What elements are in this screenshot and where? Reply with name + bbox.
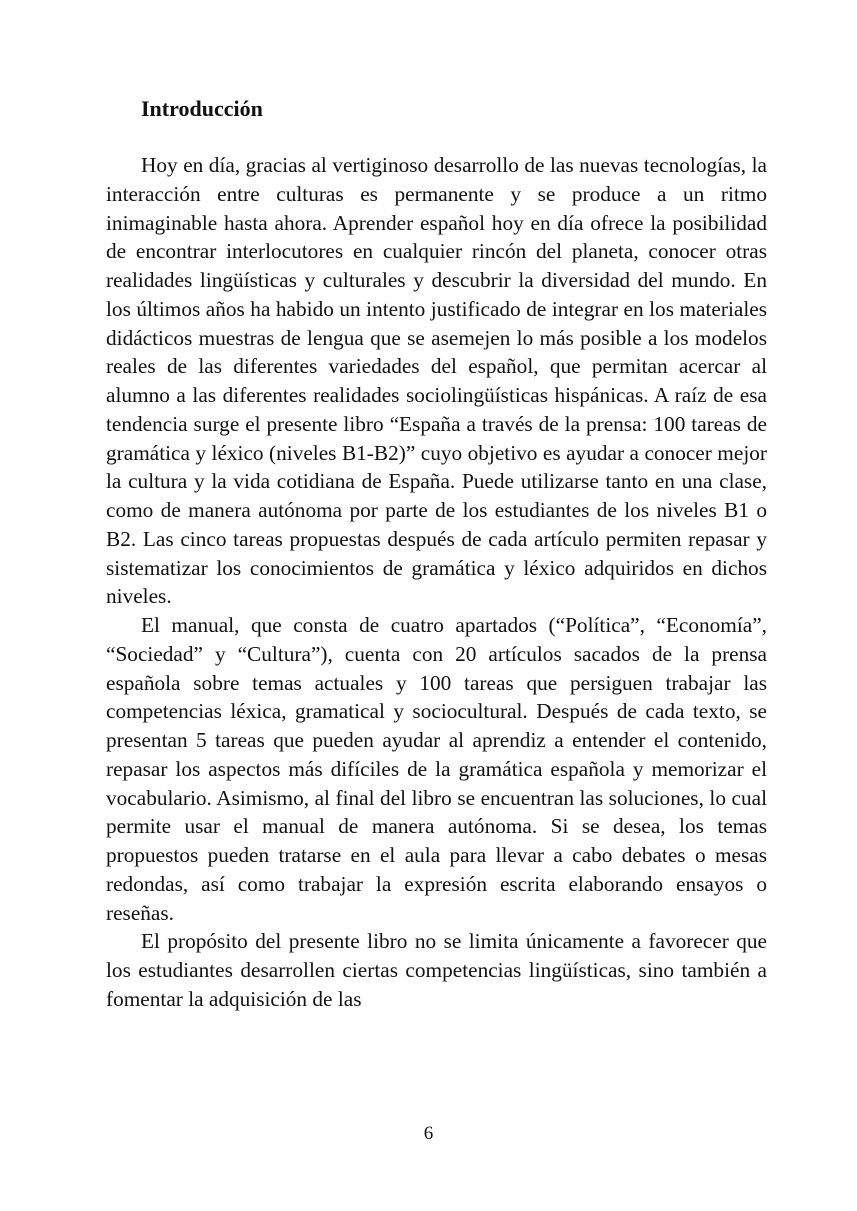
section-heading: Introducción	[141, 96, 263, 121]
paragraph-intro: Hoy en día, gracias al vertiginoso desarrollo de las nuevas tecnologías, la interacción entre culturas es permanente y se produce a un ritmo inimaginable hasta ahora. Aprender español hoy en día ofrece la posibilidad de encontrar interlocutores en cualquier rincón del planeta, conocer otras realidades lingüísticas y culturales y descubrir la diversidad del mundo. En los últimos años ha habido un intento justificado de integrar en los materiales didácticos muestras de lengua que se asemejen lo más posible a los modelos reales de las diferentes variedades del español, que permitan acercar al alumno a las diferentes realidades sociolingüísticas hispánicas. A raíz de esa tendencia surge el presente libro “España a través de la prensa: 100 tareas de gramática y léxico (niveles B1-B2)” cuyo objetivo es ayudar a conocer mejor la cultura y la vida cotidiana de España. Puede utilizarse tanto en una clase, como de manera autónoma por parte de los estudiantes de los niveles B1 o B2. Las cinco tareas propuestas después de cada artículo permiten repasar y sistematizar los conocimientos de gramática y léxico adquiridos en dichos niveles.	[106, 153, 767, 609]
paragraph-manual: El manual, que consta de cuatro apartados (“Política”, “Economía”, “Sociedad” y “Cultura”), cuenta con 20 artículos sacados de la prensa española sobre temas actuales y 100 tareas que persiguen trabajar las competencias léxica, gramatical y sociocultural. Después de cada texto, se presentan 5 tareas que pueden ayudar al aprendiz a entender el contenido, repasar los aspectos más difíciles de la gramática española y memorizar el vocabulario. Asimismo, al final del libro se encuentran las soluciones, lo cual permite usar el manual de manera autónoma. Si se desea, los temas propuestos pueden tratarse en el aula para llevar a cabo debates o mesas redondas, así como trabajar la expresión escrita elaborando ensayos o reseñas.	[106, 613, 767, 925]
paragraph-purpose: El propósito del presente libro no se limita únicamente a favorecer que los estudiantes desarrollen ciertas competencias lingüísticas, sino también a fomentar la adquisición de las	[106, 929, 767, 1011]
body-text	[106, 151, 767, 1014]
page-number: 6	[423, 1123, 434, 1144]
